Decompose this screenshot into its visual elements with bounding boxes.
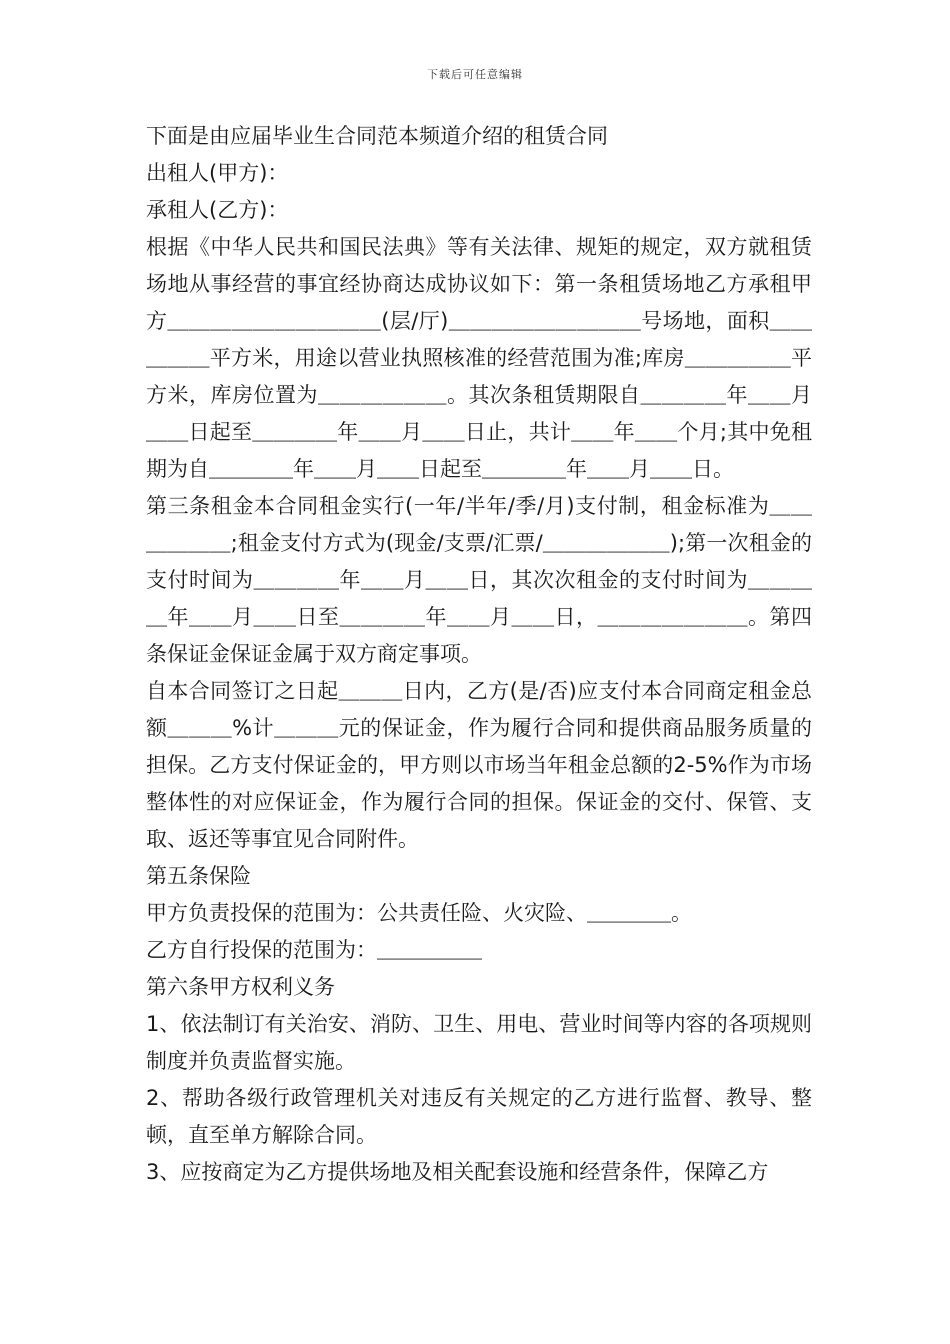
clause-1-2-paragraph: 根据《中华人民共和国民法典》等有关法律、规矩的规定，双方就租赁场地从事经营的事宜经协商达成协议如下：第一条租赁场地乙方承租甲方＿＿＿＿＿＿＿＿＿＿(层/厅)＿＿＿＿＿＿＿＿＿号场地，面积＿＿＿＿＿平方米，用途以营业执照核准的经营范围为准;库房＿＿＿＿＿平方米，库房位置为＿＿＿＿＿＿。其次条租赁期限自＿＿＿＿年＿＿月＿＿日起至＿＿＿＿年＿＿月＿＿日止，共计＿＿年＿＿个月;其中免租期为自＿＿＿＿年＿＿月＿＿日起至＿＿＿＿年＿＿月＿＿日。 bbox=[146, 235, 812, 481]
party-b-insurance-line: 乙方自行投保的范围为：＿＿＿＿＿ bbox=[146, 938, 482, 962]
lessor-line: 出租人(甲方)： bbox=[146, 161, 289, 185]
intro-line: 下面是由应届毕业生合同范本频道介绍的租赁合同 bbox=[146, 124, 608, 148]
clause-6-heading: 第六条甲方权利义务 bbox=[146, 975, 335, 999]
lessee-line: 承租人(乙方)： bbox=[146, 198, 289, 222]
clause-3-4-paragraph: 第三条租金本合同租金实行(一年/半年/季/月)支付制，租金标准为＿＿＿＿＿＿;租金支付方式为(现金/支票/汇票/＿＿＿＿＿＿);第一次租金的支付时间为＿＿＿＿年＿＿月＿＿日，其次次租金的支付时间为＿＿＿＿年＿＿月＿＿日至＿＿＿＿年＿＿月＿＿日，＿＿＿＿＿＿＿。第四条保证金保证金属于双方商定事项。 bbox=[146, 494, 812, 666]
page-header-note: 下载后可任意编辑 bbox=[427, 68, 523, 81]
document-body bbox=[146, 118, 812, 1191]
party-a-insurance-line: 甲方负责投保的范围为：公共责任险、火灾险、＿＿＿＿。 bbox=[146, 901, 692, 925]
obligation-item-1: 1、依法制订有关治安、消防、卫生、用电、营业时间等内容的各项规则制度并负责监督实施。 bbox=[146, 1012, 812, 1073]
obligation-item-2: 2、帮助各级行政管理机关对违反有关规定的乙方进行监督、教导、整顿，直至单方解除合同。 bbox=[146, 1086, 812, 1147]
obligation-item-3: 3、应按商定为乙方提供场地及相关配套设施和经营条件，保障乙方 bbox=[146, 1160, 769, 1184]
deposit-paragraph: 自本合同签订之日起＿＿＿日内，乙方(是/否)应支付本合同商定租金总额＿＿＿%计＿＿＿元的保证金，作为履行合同和提供商品服务质量的担保。乙方支付保证金的，甲方则以市场当年租金总额的2-5%作为市场整体性的对应保证金，作为履行合同的担保。保证金的交付、保管、支取、返还等事宜见合同附件。 bbox=[146, 679, 812, 851]
clause-5-heading: 第五条保险 bbox=[146, 864, 251, 888]
